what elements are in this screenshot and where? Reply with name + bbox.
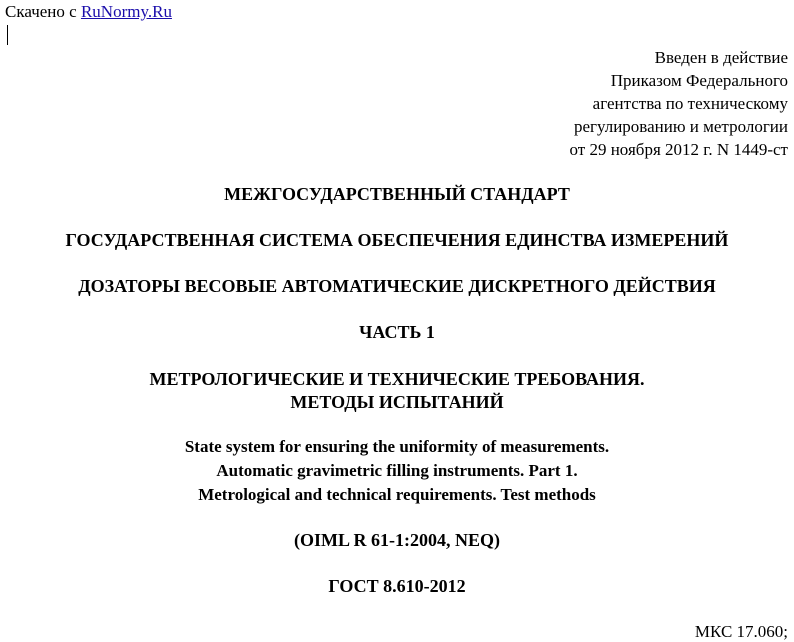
english-title-line: Automatic gravimetric filling instruments. Part 1. bbox=[216, 461, 578, 480]
english-title bbox=[0, 435, 794, 507]
source-prefix: Скачено с bbox=[5, 2, 81, 21]
enactment-line: регулированию и метрологии bbox=[573, 117, 788, 136]
english-title-line: Metrological and technical requirements. Test methods bbox=[198, 485, 596, 504]
mks-code: МКС 17.060; bbox=[694, 622, 788, 641]
enactment-line: Приказом Федерального bbox=[610, 71, 788, 90]
requirements-heading-line1: МЕТРОЛОГИЧЕСКИЕ И ТЕХНИЧЕСКИЕ ТРЕБОВАНИЯ. bbox=[149, 369, 645, 389]
english-title-line: State system for ensuring the uniformity of measurements. bbox=[184, 437, 610, 456]
system-heading: ГОСУДАРСТВЕННАЯ СИСТЕМА ОБЕСПЕЧЕНИЯ ЕДИНСТВА ИЗМЕРЕНИЙ bbox=[65, 230, 729, 250]
part-heading: ЧАСТЬ 1 bbox=[359, 322, 435, 342]
subject-heading: ДОЗАТОРЫ ВЕСОВЫЕ АВТОМАТИЧЕСКИЕ ДИСКРЕТНОГО ДЕЙСТВИЯ bbox=[78, 276, 716, 296]
text-cursor bbox=[7, 25, 8, 45]
enactment-line: агентства по техническому bbox=[592, 94, 788, 113]
oiml-reference: (OIML R 61-1:2004, NEQ) bbox=[294, 530, 500, 550]
source-line bbox=[5, 2, 172, 22]
source-link[interactable]: RuNormy.Ru bbox=[80, 2, 172, 21]
enactment-line: Введен в действие bbox=[654, 48, 788, 67]
enactment-line: от 29 ноября 2012 г. N 1449-ст bbox=[569, 140, 788, 159]
standard-type-heading: МЕЖГОСУДАРСТВЕННЫЙ СТАНДАРТ bbox=[224, 184, 570, 204]
enactment-block bbox=[570, 46, 789, 161]
gost-designation: ГОСТ 8.610-2012 bbox=[328, 576, 466, 596]
requirements-heading-line2: МЕТОДЫ ИСПЫТАНИЙ bbox=[290, 392, 504, 412]
